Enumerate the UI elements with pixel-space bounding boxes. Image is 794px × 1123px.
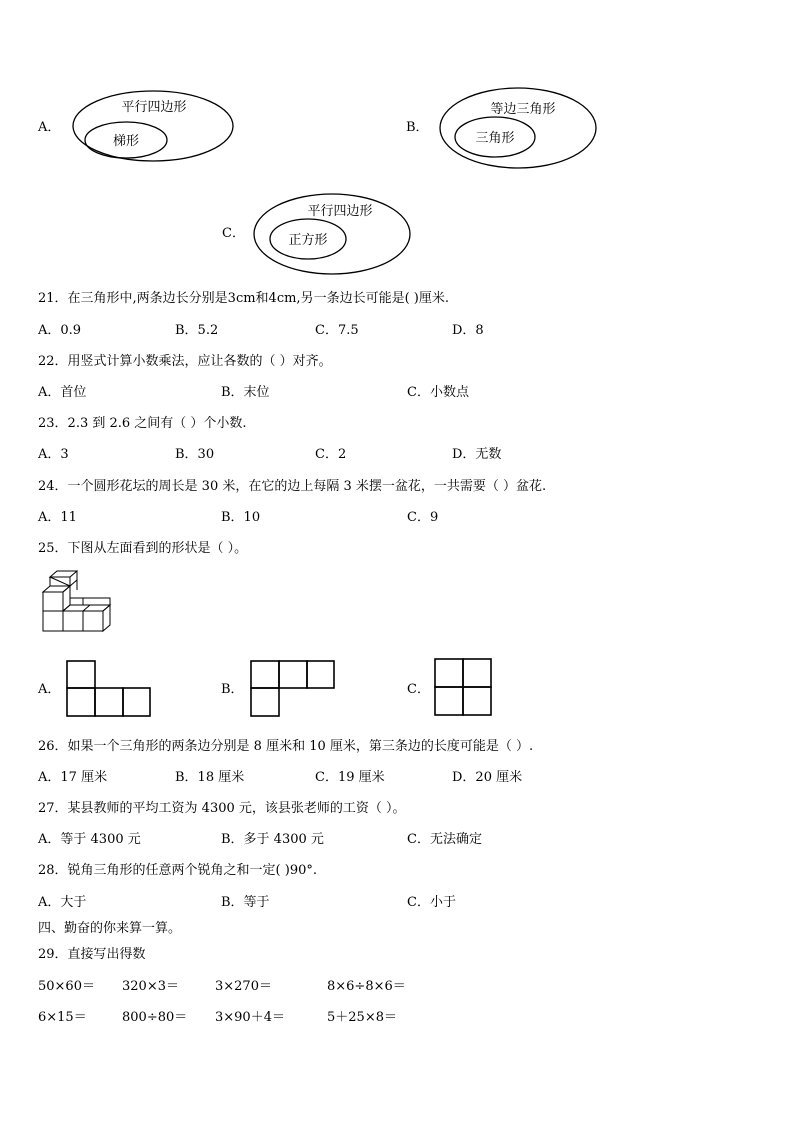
q26-option-b[interactable]: B．18 厘米 (175, 770, 245, 785)
q22-option-b[interactable]: B．末位 (221, 385, 270, 400)
q20-option-c-label[interactable]: C． (222, 226, 245, 241)
q20-c-inner-text: 正方形 (288, 233, 328, 248)
q23-option-b[interactable]: B．30 (175, 447, 215, 462)
q29-item-3[interactable]: 3×270＝ (215, 979, 272, 994)
q29-item-7[interactable]: 3×90＋4＝ (215, 1010, 285, 1025)
q21-option-d[interactable]: D．8 (452, 323, 484, 338)
q25-option-b[interactable]: B． (221, 682, 244, 697)
q23-option-d[interactable]: D．无数 (452, 447, 502, 462)
q25-cube-figure (40, 574, 120, 638)
q26-option-c[interactable]: C．19 厘米 (315, 770, 385, 785)
q20-b-inner-text: 三角形 (475, 131, 515, 146)
q20-a-inner-text: 梯形 (112, 134, 140, 149)
q29-item-8[interactable]: 5＋25×8＝ (327, 1010, 397, 1025)
q20-c-outer-text: 平行四边形 (307, 204, 373, 219)
q24-option-b[interactable]: B．10 (221, 510, 261, 525)
q24-option-a[interactable]: A．11 (38, 510, 77, 525)
q20-b-outer-text: 等边三角形 (490, 102, 556, 117)
q28-option-a[interactable]: A．大于 (38, 895, 87, 910)
q20-option-c-diagram (252, 192, 414, 278)
q20-option-b-label[interactable]: B． (406, 120, 429, 135)
q29-item-6[interactable]: 800÷80＝ (122, 1010, 188, 1025)
q27-option-a[interactable]: A．等于 4300 元 (38, 832, 141, 847)
q28-option-b[interactable]: B．等于 (221, 895, 270, 910)
q29-item-1[interactable]: 50×60＝ (38, 979, 95, 994)
q24-option-c[interactable]: C．9 (407, 510, 439, 525)
q25-option-b-figure (250, 660, 336, 718)
q28-option-c[interactable]: C．小于 (407, 895, 456, 910)
q21-option-b[interactable]: B．5.2 (175, 323, 219, 338)
q21-option-c[interactable]: C．7.5 (315, 323, 359, 338)
q27-option-b[interactable]: B．多于 4300 元 (221, 832, 324, 847)
q26-option-a[interactable]: A．17 厘米 (38, 770, 108, 785)
q24-stem: 24．一个圆形花坛的周长是 30 米，在它的边上每隔 3 米摆一盆花，一共需要（ ）盆花. (38, 479, 547, 494)
q25-stem: 25．下图从左面看到的形状是（ ）。 (38, 541, 248, 556)
q21-stem: 21．在三角形中,两条边长分别是3cm和4cm,另一条边长可能是( )厘米. (38, 291, 449, 306)
q28-stem: 28．锐角三角形的任意两个锐角之和一定( )90°. (38, 863, 317, 878)
q22-stem: 22．用竖式计算小数乘法，应让各数的（ ）对齐。 (38, 354, 332, 369)
q21-option-a[interactable]: A．0.9 (38, 323, 82, 338)
q20-option-a-diagram (70, 88, 240, 168)
q26-stem: 26．如果一个三角形的两条边分别是 8 厘米和 10 厘米，第三条边的长度可能是（ ）. (38, 739, 534, 754)
q29-item-2[interactable]: 320×3＝ (122, 979, 179, 994)
q25-option-a[interactable]: A． (38, 682, 61, 697)
q20-option-a-label[interactable]: A． (38, 120, 61, 135)
q27-option-c[interactable]: C．无法确定 (407, 832, 482, 847)
q26-option-d[interactable]: D．20 厘米 (452, 770, 523, 785)
q25-option-c-figure (434, 658, 494, 718)
q23-stem: 23．2.3 到 2.6 之间有（ ）个小数. (38, 416, 247, 431)
q22-option-a[interactable]: A．首位 (38, 385, 87, 400)
section-heading: 四、勤奋的你来算一算。 (38, 921, 182, 936)
q29-item-5[interactable]: 6×15＝ (38, 1010, 87, 1025)
q22-option-c[interactable]: C．小数点 (407, 385, 469, 400)
q20-option-b-diagram (438, 86, 598, 172)
q29-item-4[interactable]: 8×6÷8×6＝ (327, 979, 406, 994)
q23-option-a[interactable]: A．3 (38, 447, 69, 462)
q27-stem: 27．某县教师的平均工资为 4300 元，该县张老师的工资（ ）。 (38, 801, 406, 816)
q29-stem: 29．直接写出得数 (38, 947, 146, 962)
q23-option-c[interactable]: C．2 (315, 447, 347, 462)
outer-ellipse (440, 88, 596, 168)
q25-option-a-figure (66, 660, 152, 718)
q20-a-outer-text: 平行四边形 (121, 100, 187, 115)
q25-option-c[interactable]: C． (407, 682, 430, 697)
